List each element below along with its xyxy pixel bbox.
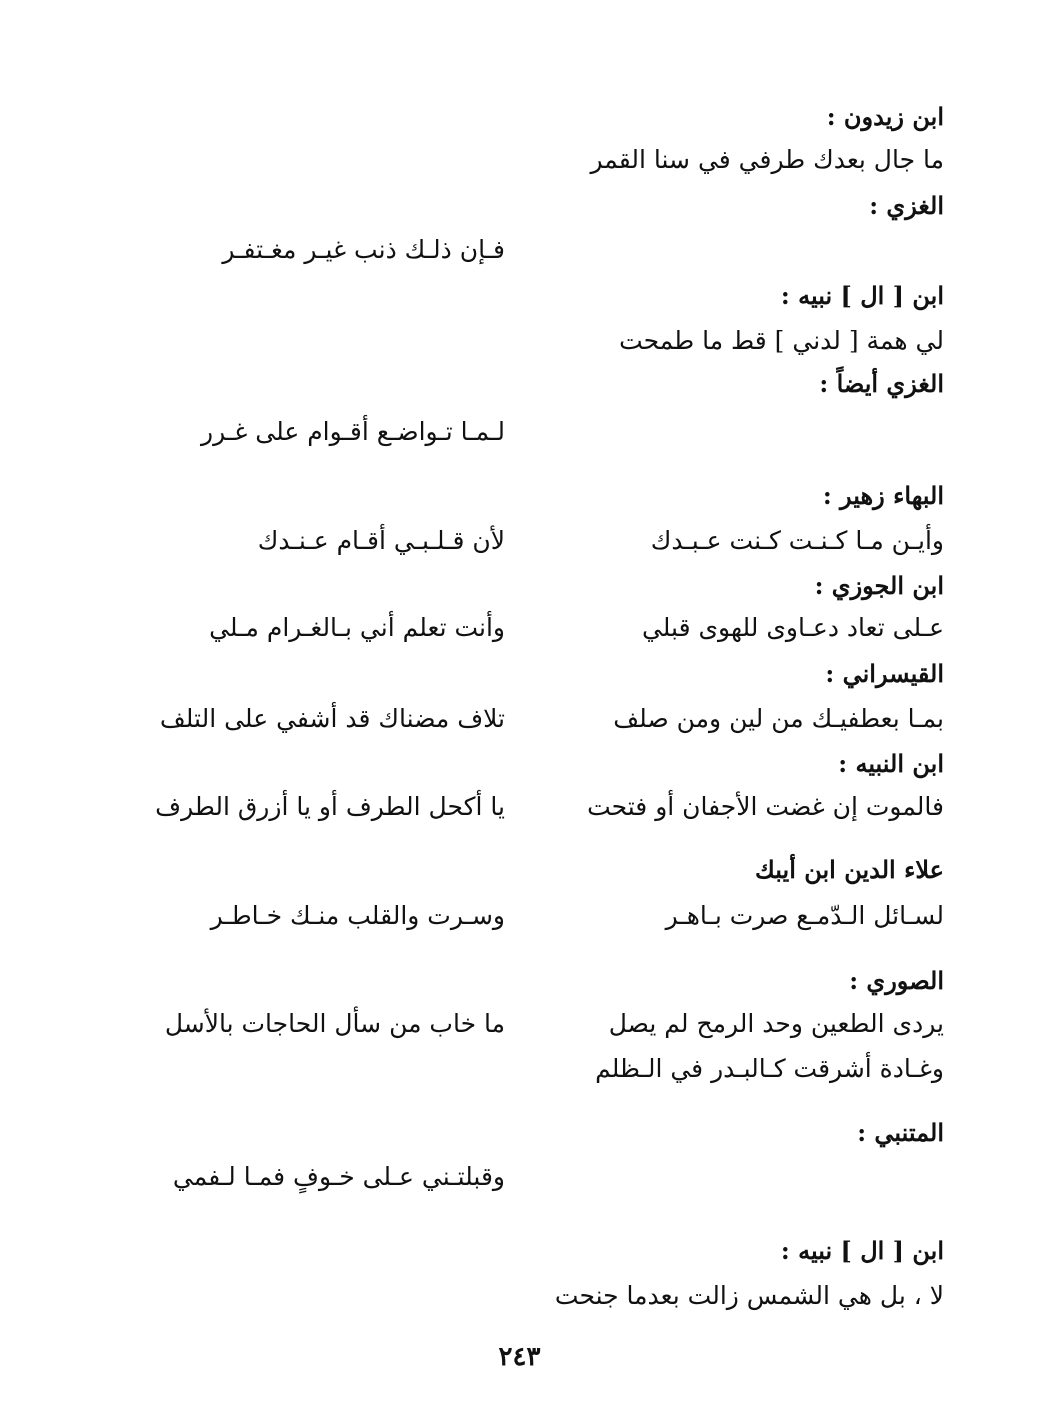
poet-name: ابن زيدون :: [826, 102, 944, 131]
poet-name: الغزي أيضاً :: [819, 369, 944, 398]
verse-line: لي همة [ لدني ] قط ما طمحت: [619, 326, 944, 355]
verse-line: ما جال بعدك طرفي في سنا القمر: [590, 145, 944, 174]
verse-line: وأيـن مـا كـنـت كـنت عـبـدك: [650, 526, 944, 555]
verse-line: يردى الطعين وحد الرمح لم يصل: [608, 1009, 944, 1038]
poet-name: علاء الدين ابن أيبك: [755, 855, 944, 884]
verse-line: لأن قـلـبـي أقـام عـنـدك: [257, 526, 505, 555]
verse-line: وسـرت والقلب منـك خـاطـر: [210, 901, 505, 930]
verse-line: لسـائل الـدّمـع صرت بـاهـر: [665, 901, 944, 930]
verse-line: تلاف مضناك قد أشفي على التلف: [159, 704, 505, 733]
poet-name: ابن النبيه :: [838, 749, 944, 778]
poet-name: الغزي :: [869, 191, 944, 220]
poet-name: ابن [ ال ] نبيه :: [780, 281, 944, 310]
verse-line: وأنت تعلم أني بـالغـرام مـلي: [209, 613, 505, 642]
verse-line: عـلى تعاد دعـاوى للهوى قبلي: [641, 613, 944, 642]
verse-line: لا ، بل هي الشمس زالت بعدما جنحت: [554, 1281, 944, 1310]
verse-line: وقبلتـني عـلى خـوفٍ فمـا لـفمي: [172, 1162, 505, 1191]
verse-line: بمـا بعطفيـك من لين ومن صلف: [613, 704, 944, 733]
page-number: ٢٤٣: [498, 1342, 541, 1372]
poet-name: ابن [ ال ] نبيه :: [780, 1236, 944, 1265]
verse-line: ما خاب من سأل الحاجات بالأسل: [164, 1009, 505, 1038]
poet-name: المتنبي :: [857, 1118, 944, 1147]
poet-name: البهاء زهير :: [822, 481, 944, 510]
verse-line: فالموت إن غضت الأجفان أو فتحت: [587, 792, 944, 821]
verse-line: يا أكحل الطرف أو يا أزرق الطرف: [155, 792, 505, 821]
poet-name: الصوري :: [849, 966, 944, 995]
verse-line: وغـادة أشرقت كـالبـدر في الـظلم: [595, 1054, 944, 1083]
poet-name: القيسراني :: [825, 659, 944, 688]
poet-name: ابن الجوزي :: [814, 571, 944, 600]
verse-line: فـإن ذلـك ذنب غيـر مغـتفـر: [222, 235, 505, 264]
verse-line: لـمـا تـواضـع أقـوام على غـرر: [201, 417, 505, 446]
